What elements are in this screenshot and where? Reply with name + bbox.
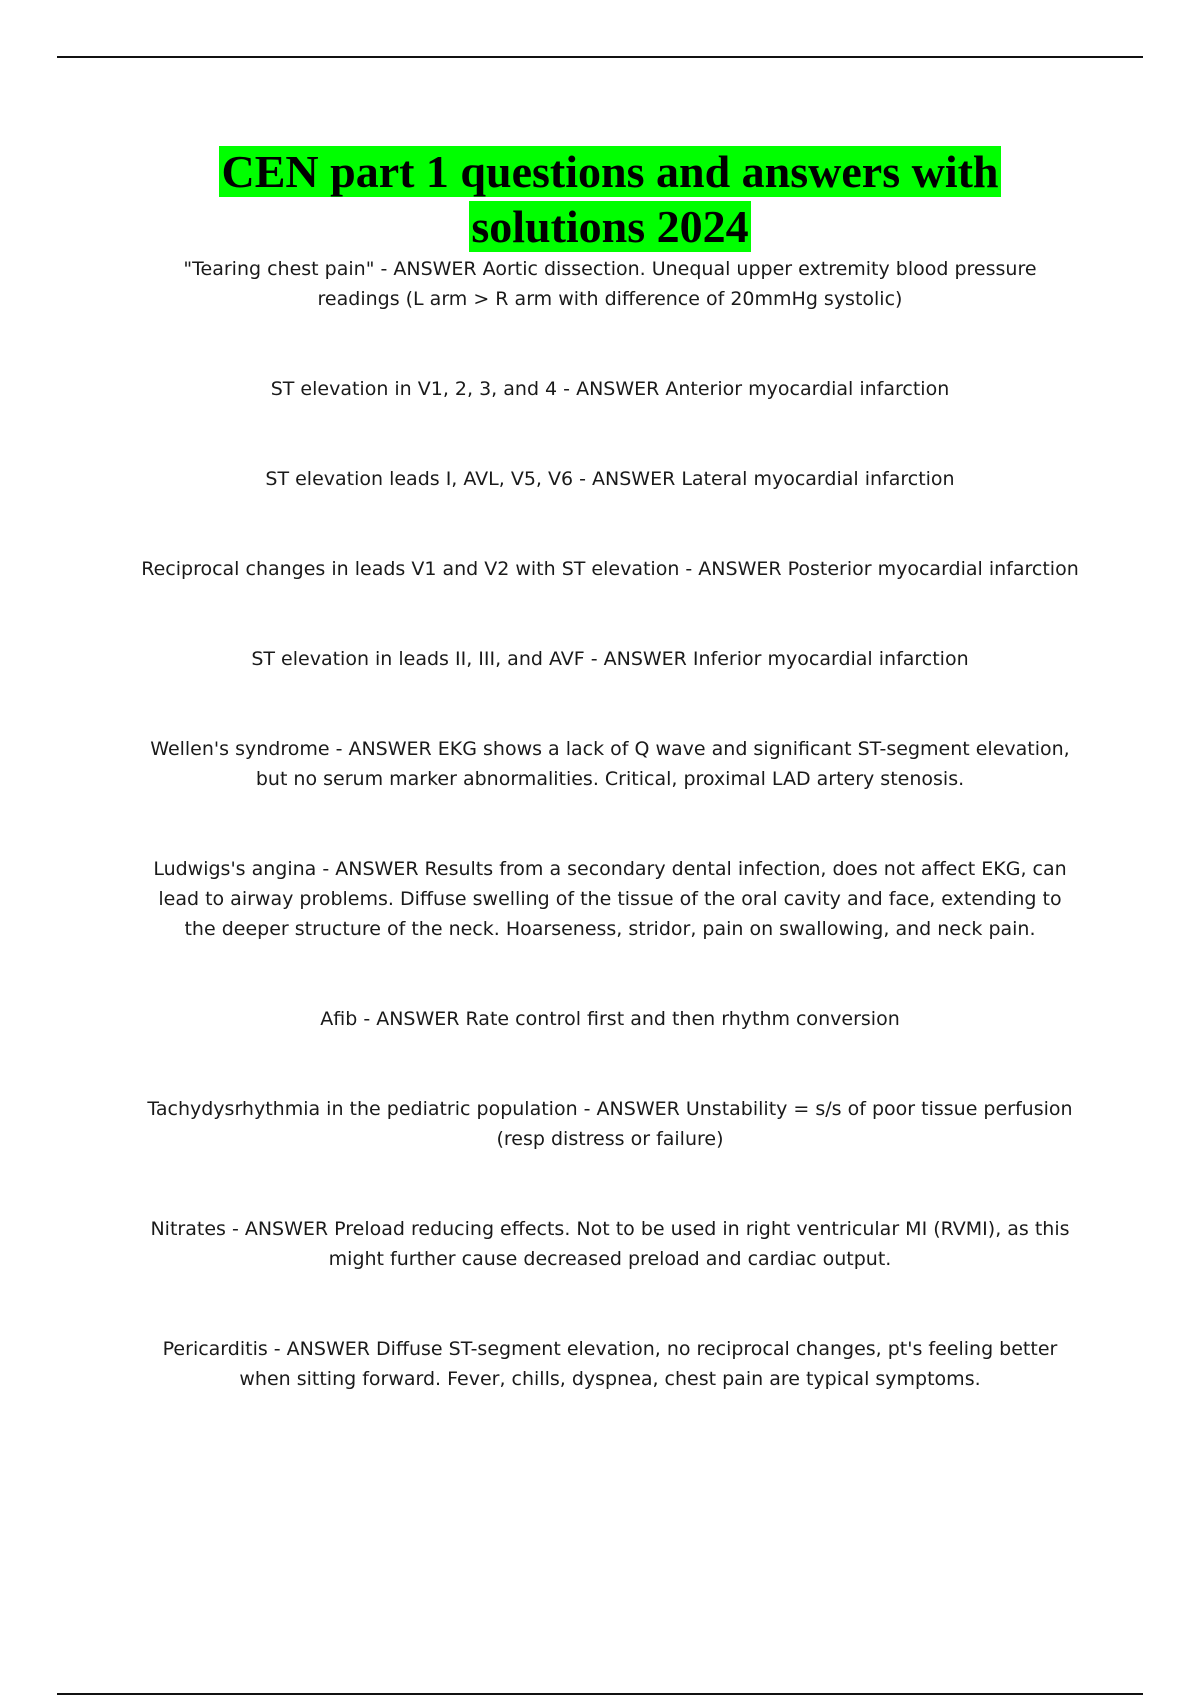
footer-rule xyxy=(57,1693,1143,1695)
qa-item: ST elevation leads I, AVL, V5, V6 - ANSWER Lateral myocardial infarction xyxy=(265,468,955,490)
qa-item: Afib - ANSWER Rate control first and then rhythm conversion xyxy=(320,1008,900,1030)
qa-item: Wellen's syndrome - ANSWER EKG shows a lack of Q wave and significant ST-segment elevation, but no serum marker abnormalities. Critical, proximal LAD artery stenosis. xyxy=(150,738,1070,790)
qa-item: ST elevation in V1, 2, 3, and 4 - ANSWER Anterior myocardial infarction xyxy=(270,378,950,400)
header-rule xyxy=(57,56,1143,58)
qa-item: Ludwigs's angina - ANSWER Results from a secondary dental infection, does not affect EKG, can lead to airway problems. Diffuse swelling of the tissue of the oral cavity and face, extending to the deeper structure of the neck. Hoarseness, stridor, pain on swallowing, and neck pain. xyxy=(153,858,1067,940)
qa-item: Pericarditis - ANSWER Diffuse ST-segment elevation, no reciprocal changes, pt's feeling better when sitting forward. Fever, chills, dyspnea, chest pain are typical symptoms. xyxy=(162,1338,1058,1390)
qa-list xyxy=(140,254,1080,1394)
qa-item: ST elevation in leads II, III, and AVF - ANSWER Inferior myocardial infarction xyxy=(251,648,969,670)
title-line-2: solutions 2024 xyxy=(471,201,749,252)
document-title xyxy=(140,144,1080,254)
document-body xyxy=(140,144,1080,1394)
title-line-1: CEN part 1 questions and answers with xyxy=(221,146,999,197)
qa-item: Reciprocal changes in leads V1 and V2 with ST elevation - ANSWER Posterior myocardial infarction xyxy=(141,558,1079,580)
qa-item: Nitrates - ANSWER Preload reducing effects. Not to be used in right ventricular MI (RVMI), as this might further cause decreased preload and cardiac output. xyxy=(150,1218,1070,1270)
qa-item: "Tearing chest pain" - ANSWER Aortic dissection. Unequal upper extremity blood pressure readings (L arm > R arm with difference of 20mmHg systolic) xyxy=(183,258,1037,310)
qa-item: Tachydysrhythmia in the pediatric population - ANSWER Unstability = s/s of poor tissue perfusion (resp distress or failure) xyxy=(147,1098,1073,1150)
